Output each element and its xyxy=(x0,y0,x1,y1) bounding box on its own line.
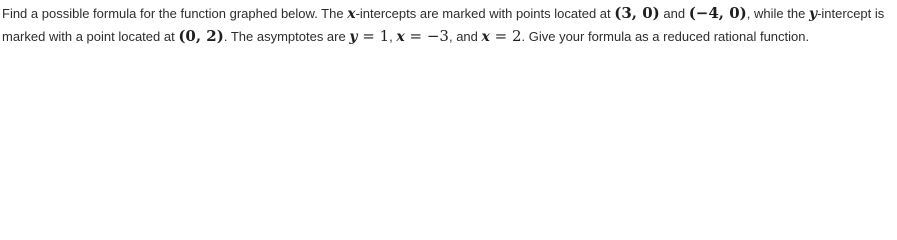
question-text-part: -intercept is marked with a point located at xyxy=(2,6,885,44)
math-variable-x: x xyxy=(481,29,490,45)
math-variable-x: x xyxy=(396,29,405,45)
question-text xyxy=(2,2,895,48)
math-asymptote-value: 1 xyxy=(379,27,390,45)
math-asymptote-value: −3 xyxy=(426,27,449,45)
math-equals: = xyxy=(489,27,512,45)
question-text-part: . The asymptotes are xyxy=(223,29,350,44)
question-text-part: , while the xyxy=(746,6,809,21)
math-equals: = xyxy=(404,27,427,45)
math-variable-y: y xyxy=(349,29,358,45)
page xyxy=(0,0,897,67)
question-text-part: , and xyxy=(448,29,482,44)
question-text-part: Find a possible formula for the function graphed below. The xyxy=(2,6,348,21)
question-text-part: . Give your formula as a reduced rational function. xyxy=(521,29,810,44)
question-text-part: -intercepts are marked with points located at xyxy=(355,6,615,21)
question-text-part: , xyxy=(389,29,397,44)
math-variable-x: x xyxy=(347,6,356,22)
math-variable-y: y xyxy=(808,6,818,22)
math-point-x-intercept-2: (−4, 0) xyxy=(688,4,747,22)
math-asymptote-value: 2 xyxy=(511,27,522,45)
math-point-y-intercept: (0, 2) xyxy=(178,27,224,45)
math-equals: = xyxy=(357,27,380,45)
question-text-part: and xyxy=(659,6,689,21)
math-point-x-intercept-1: (3, 0) xyxy=(614,4,660,22)
